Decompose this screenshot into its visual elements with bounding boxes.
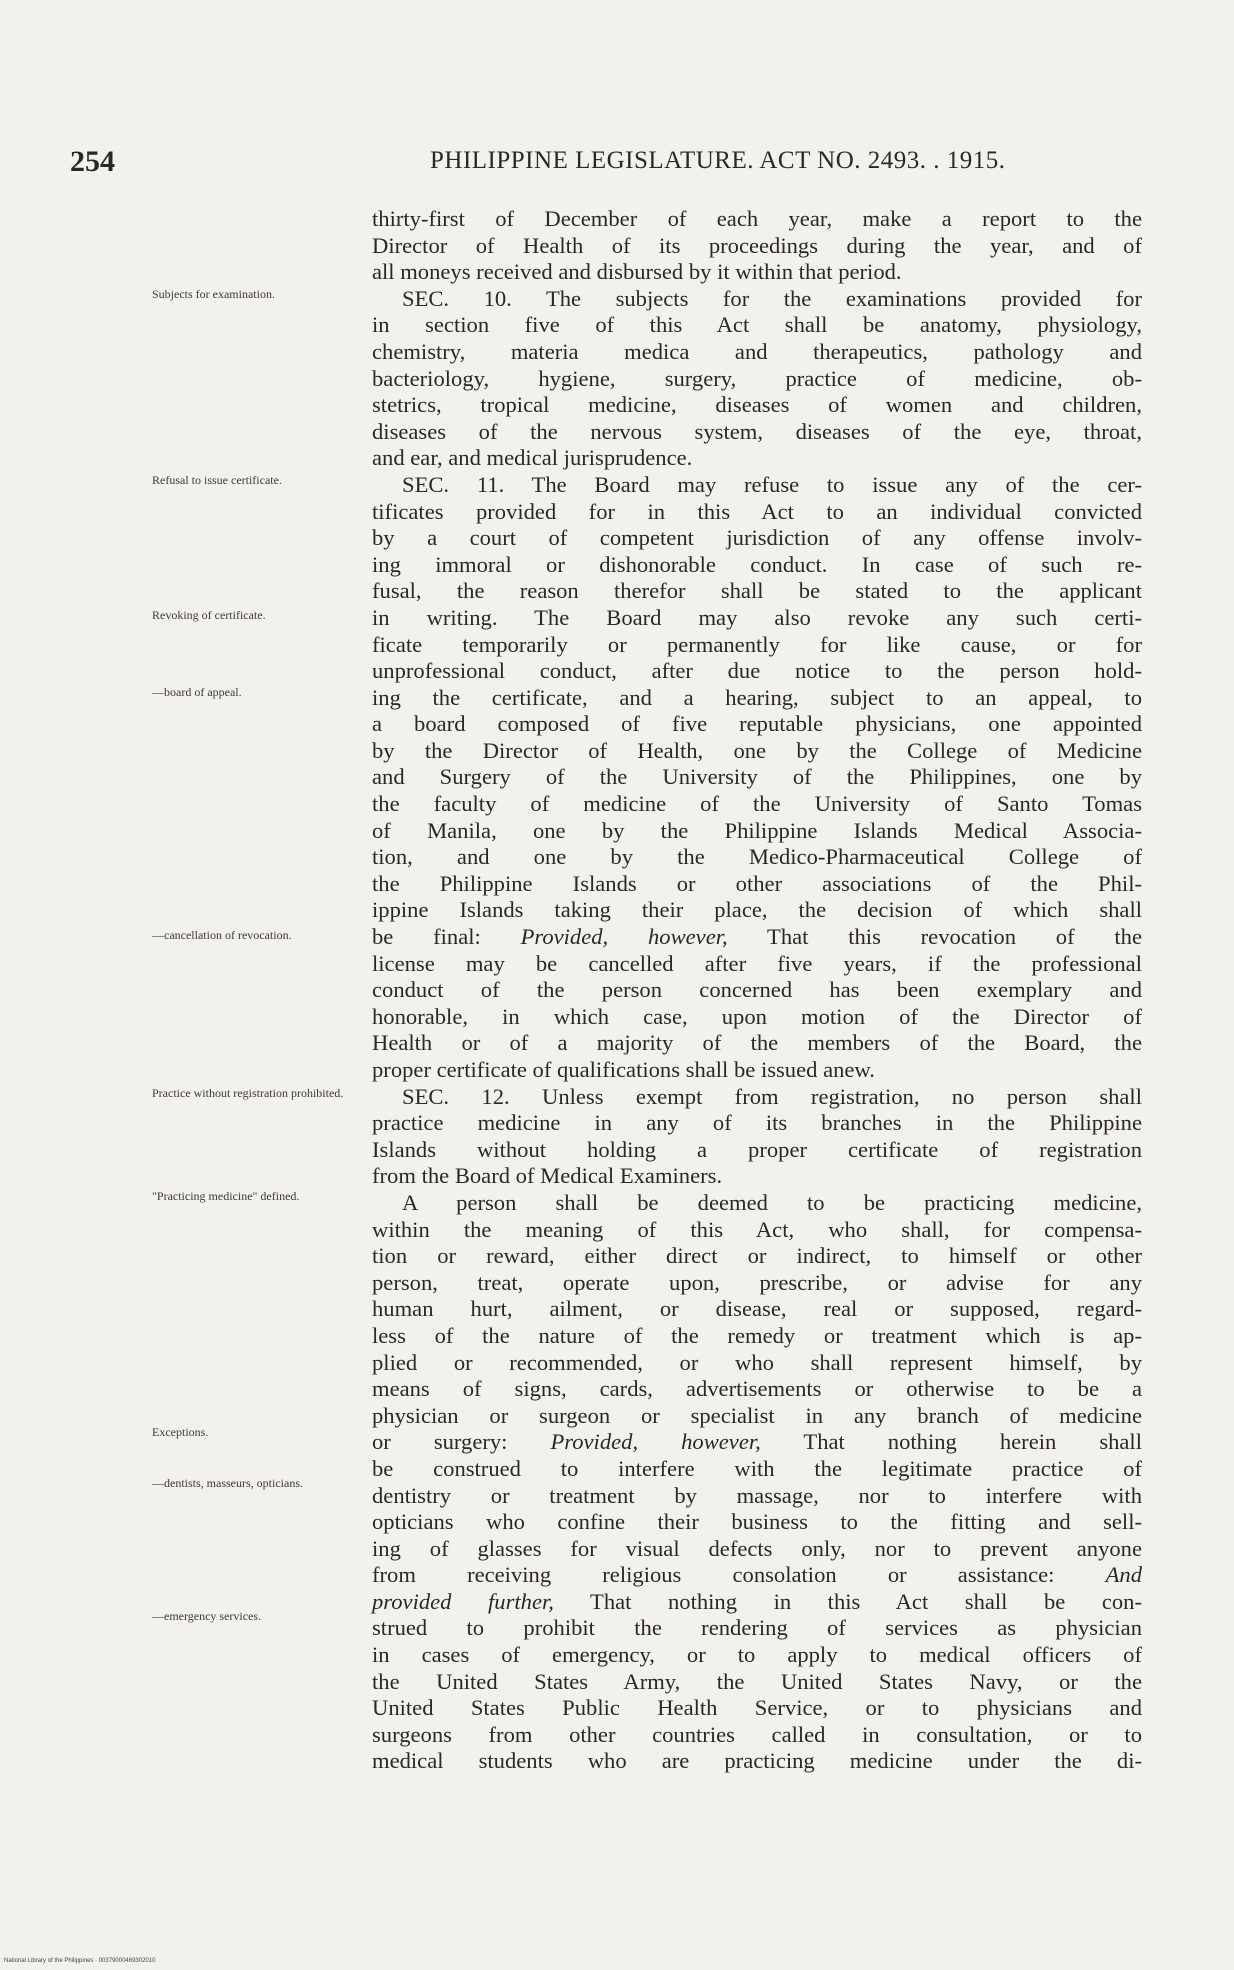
text-line: ing the certificate, and a hearing, subject to an appeal, to (372, 684, 1142, 710)
text-line: unprofessional conduct, after due notice to the person hold- (372, 658, 1142, 684)
text-line: fusal, the reason therefor shall be stated to the applicant (372, 578, 1142, 604)
text-line: tificates provided for in this Act to an individual convicted (372, 498, 1142, 524)
text-line-mixed (372, 1429, 1142, 1456)
text-line: in section five of this Act shall be anatomy, physiology, (372, 312, 1142, 338)
text-line: the United States Army, the United States Navy, or the (372, 1668, 1142, 1694)
text-line: from the Board of Medical Examiners. (372, 1163, 723, 1189)
text-segment: That nothing in this Act shall be con- (553, 1588, 1142, 1614)
text-segment: be final: (372, 924, 521, 950)
margin-note-practicing-defined: "Practicing medicine" defined. (152, 1189, 300, 1203)
text-line: practice medicine in any of its branches in the Philippine (372, 1110, 1142, 1136)
italic-proviso: Provided, however, (520, 924, 728, 950)
text-line: dentistry or treatment by massage, nor to interfere with (372, 1482, 1142, 1508)
text-segment: from receiving religious consolation or assistance: (372, 1562, 1106, 1588)
text-line: diseases of the nervous system, diseases of the eye, throat, (372, 418, 1142, 444)
text-line: ippine Islands taking their place, the decision of which shall (372, 897, 1142, 923)
text-line: ficate temporarily or permanently for like cause, or for (372, 631, 1142, 657)
text-segment: That this revocation of the (727, 924, 1142, 950)
text-line: thirty-first of December of each year, make a report to the (372, 206, 1142, 231)
italic-proviso: Provided, however, (550, 1429, 761, 1455)
text-line: less of the nature of the remedy or treatment which is ap- (372, 1322, 1142, 1348)
margin-note-refusal: Refusal to issue certificate. (152, 473, 282, 487)
margin-note-revoking: Revoking of certificate. (152, 608, 266, 622)
text-line: the faculty of medicine of the University of Santo Tomas (372, 791, 1142, 817)
text-line: proper certificate of qualifications shall be issued anew. (372, 1057, 875, 1082)
text-line: chemistry, materia medica and therapeutics, pathology and (372, 338, 1142, 364)
text-line-mixed (372, 1589, 1142, 1616)
text-line: SEC. 12. Unless exempt from registration, no person shall (402, 1083, 1142, 1109)
archive-footer-tag: National Library of the Philippines · 00379000469302010 (4, 1958, 156, 1964)
text-line: Director of Health of its proceedings during the year, and of (372, 232, 1142, 258)
margin-note-board-of-appeal: —board of appeal. (152, 685, 242, 699)
text-line: surgeons from other countries called in consultation, or to (372, 1721, 1142, 1747)
margin-note-exceptions: Exceptions. (152, 1425, 209, 1439)
text-line: tion or reward, either direct or indirect, to himself or other (372, 1243, 1142, 1269)
text-line: tion, and one by the Medico-Pharmaceutical College of (372, 844, 1142, 870)
text-line: by the Director of Health, one by the College of Medicine (372, 737, 1142, 763)
text-line: in writing. The Board may also revoke any such certi- (372, 604, 1142, 630)
text-line: the Philippine Islands or other associations of the Phil- (372, 870, 1142, 896)
body-text (372, 206, 1142, 1775)
text-line: by a court of competent jurisdiction of any offense involv- (372, 525, 1142, 551)
text-line: stetrics, tropical medicine, diseases of women and children, (372, 392, 1142, 418)
text-line: plied or recommended, or who shall represent himself, by (372, 1349, 1142, 1375)
margin-note-subjects: Subjects for examination. (152, 287, 275, 301)
text-line: means of signs, cards, advertisements or otherwise to be a (372, 1376, 1142, 1402)
text-segment: or surgery: (372, 1429, 551, 1455)
text-line: bacteriology, hygiene, surgery, practice of medicine, ob- (372, 365, 1142, 391)
text-line: A person shall be deemed to be practicing medicine, (402, 1189, 1142, 1215)
text-line: in cases of emergency, or to apply to medical officers of (372, 1642, 1142, 1668)
text-line: and Surgery of the University of the Philippines, one by (372, 764, 1142, 790)
margin-note-cancellation: —cancellation of revocation. (152, 928, 292, 942)
text-line: be construed to interfere with the legitimate practice of (372, 1455, 1142, 1481)
text-line: a board composed of five reputable physicians, one appointed (372, 711, 1142, 737)
text-line: human hurt, ailment, or disease, real or supposed, regard- (372, 1296, 1142, 1322)
italic-proviso: provided further, (372, 1588, 554, 1614)
text-line: and ear, and medical jurisprudence. (372, 445, 693, 471)
text-line: Islands without holding a proper certificate of registration (372, 1136, 1142, 1162)
text-line: United States Public Health Service, or to physicians and (372, 1695, 1142, 1721)
text-line: ing of glasses for visual defects only, nor to prevent anyone (372, 1535, 1142, 1561)
italic-proviso: And (1105, 1562, 1142, 1588)
text-line: Health or of a majority of the members of the Board, the (372, 1030, 1142, 1056)
text-line: within the meaning of this Act, who shall, for compensa- (372, 1216, 1142, 1242)
text-line: license may be cancelled after five years, if the professional (372, 950, 1142, 976)
text-line-mixed (372, 1562, 1142, 1589)
text-line: honorable, in which case, upon motion of the Director of (372, 1003, 1142, 1029)
running-head: PHILIPPINE LEGISLATURE. ACT NO. 2493. . 1915. (430, 147, 1006, 174)
margin-note-practice-prohibited: Practice without registration prohibited. (152, 1086, 344, 1100)
text-line: person, treat, operate upon, prescribe, or advise for any (372, 1269, 1142, 1295)
text-line: opticians who confine their business to the fitting and sell- (372, 1509, 1142, 1535)
text-line: SEC. 11. The Board may refuse to issue any of the cer- (402, 471, 1142, 497)
text-line: medical students who are practicing medicine under the di- (372, 1748, 1142, 1774)
text-line: SEC. 10. The subjects for the examinations provided for (402, 285, 1142, 311)
text-line: ing immoral or dishonorable conduct. In case of such re- (372, 551, 1142, 577)
page-number: 254 (70, 145, 115, 178)
text-line: of Manila, one by the Philippine Islands Medical Associa- (372, 817, 1142, 843)
margin-note-dentists: —dentists, masseurs, opticians. (152, 1476, 303, 1490)
text-line-mixed (372, 924, 1142, 951)
text-line: strued to prohibit the rendering of services as physician (372, 1615, 1142, 1641)
margin-note-emergency: —emergency services. (152, 1609, 262, 1623)
text-line: all moneys received and disbursed by it within that period. (372, 259, 902, 285)
text-segment: That nothing herein shall (760, 1429, 1142, 1455)
text-line: physician or surgeon or specialist in any branch of medicine (372, 1402, 1142, 1428)
text-line: conduct of the person concerned has been exemplary and (372, 977, 1142, 1003)
